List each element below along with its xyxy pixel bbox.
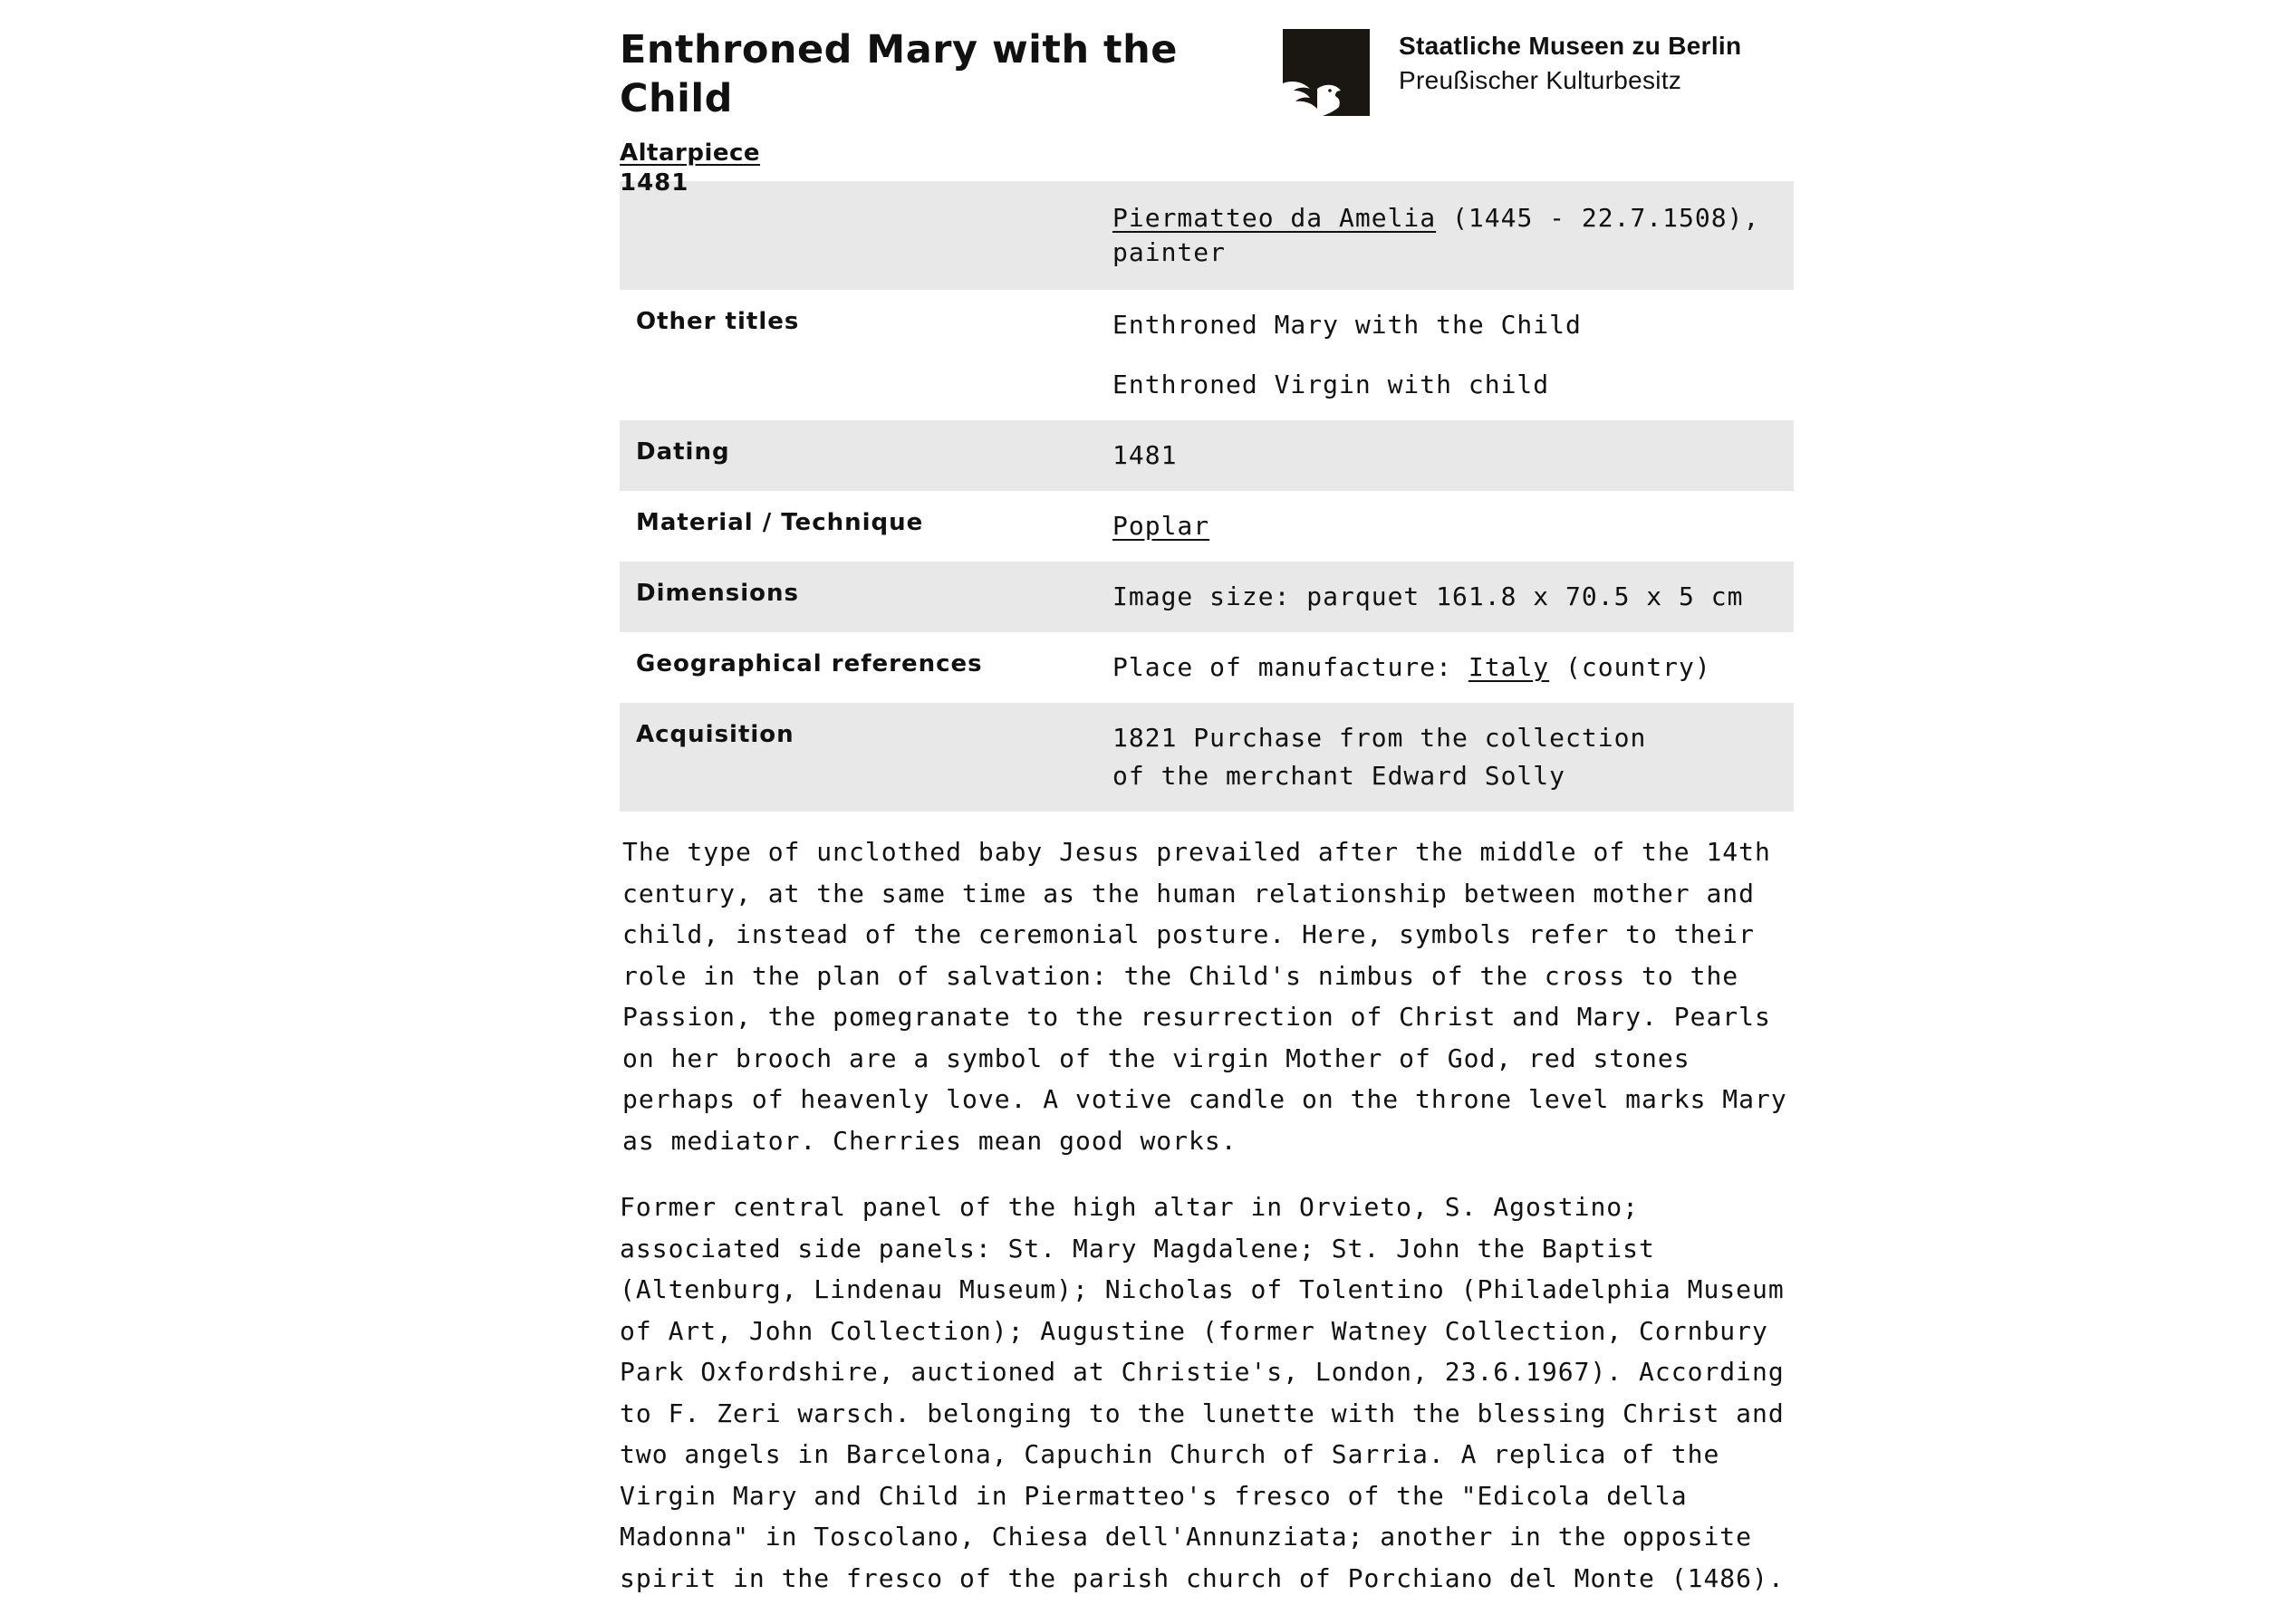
object-date: 1481 (620, 169, 689, 197)
creator-info: (1445 - 22.7.1508), painter (1112, 203, 1760, 267)
notes-paragraph: Former central panel of the high altar in Orvieto, S. Agostino; associated side panels: St. Mary Magdalene; St. John the Baptist (Altenburg, Lindenau Museum); Nicholas of Tolentino (Philadelphia Museum of Art, John Collection); Augustine (former Watney Collection, Cornbury Park Oxfordshire, auctioned at Christie's, London, 23.6.1967). According to F. Zeri warsch. belonging to the lunette with the blessing Christ and two angels in Barcelona, Capuchin Church of Sarria. A replica of the Virgin Mary and Child in Piermatteo's fresco of the "Edicola della Madonna" in Toscolano, Chiesa dell'Annunziata; another in the opposite spirit in the fresco of the parish church of Porchiano del Monte (1486). (620, 1192, 1785, 1593)
other-title-item: Enthroned Virgin with child (1112, 370, 1550, 399)
detail-label-geo: Geographical references (636, 650, 983, 677)
detail-label-acquisition: Acquisition (620, 703, 1112, 812)
description-paragraph: The type of unclothed baby Jesus prevailed after the middle of the 14th century, at the same time as the human relationship between mother and child, instead of the ceremonial posture. Here, symbols refer to their role in the plan of salvation: the Child's nimbus of the cross to the Passion, the pomegranate to the resurrection of Christ and Mary. Pearls on her brooch are a symbol of the virgin Mother of God, red stones perhaps of heavenly love. A votive candle on the throne level marks Mary as mediator. Cherries mean good works. (622, 837, 1787, 1156)
creator-link[interactable]: Piermatteo da Amelia (1112, 203, 1437, 233)
place-link[interactable]: Italy (1468, 652, 1550, 682)
detail-row-dimensions (620, 562, 1794, 632)
details-table (620, 181, 1794, 812)
detail-label-creator (620, 181, 1112, 290)
detail-value-geo (1112, 632, 1794, 703)
geo-prefix: Place of manufacture: (1112, 652, 1453, 682)
page-title: Enthroned Mary with the Child (620, 27, 1178, 121)
detail-value-material (1112, 491, 1794, 562)
detail-label-other-titles: Other titles (636, 308, 800, 335)
detail-row-geo (620, 632, 1794, 703)
detail-row-acquisition (620, 703, 1794, 812)
detail-label-material: Material / Technique (636, 509, 924, 536)
detail-label-dating: Dating (620, 420, 1112, 491)
detail-row-creator (620, 181, 1794, 290)
institution-name-line1: Staatliche Museen zu Berlin (1399, 32, 1742, 60)
detail-row-material (620, 491, 1794, 562)
geo-suffix: (country) (1565, 652, 1711, 682)
detail-value-creator (1112, 181, 1794, 290)
title-block (620, 25, 1272, 197)
detail-label-dimensions: Dimensions (620, 562, 1112, 632)
detail-row-other-titles (620, 290, 1794, 420)
institution-name (1399, 29, 1741, 98)
material-link[interactable]: Poplar (1112, 511, 1210, 541)
other-title-item: Enthroned Mary with the Child (1112, 310, 1582, 340)
detail-row-dating (620, 420, 1794, 491)
detail-value-other-titles (1112, 290, 1794, 420)
institution-name-line2: Preußischer Kulturbesitz (1399, 66, 1682, 94)
detail-value-dating: 1481 (1112, 420, 1794, 491)
institution-logo[interactable] (1283, 29, 1741, 116)
detail-value-dimensions: Image size: parquet 161.8 x 70.5 x 5 cm (1112, 562, 1794, 632)
eagle-icon (1283, 29, 1370, 116)
object-type-link[interactable]: Altarpiece (620, 139, 761, 167)
detail-value-acquisition: 1821 Purchase from the collection of the merchant Edward Solly (1112, 703, 1794, 812)
object-record (620, 25, 1794, 1624)
record-header (620, 25, 1794, 197)
